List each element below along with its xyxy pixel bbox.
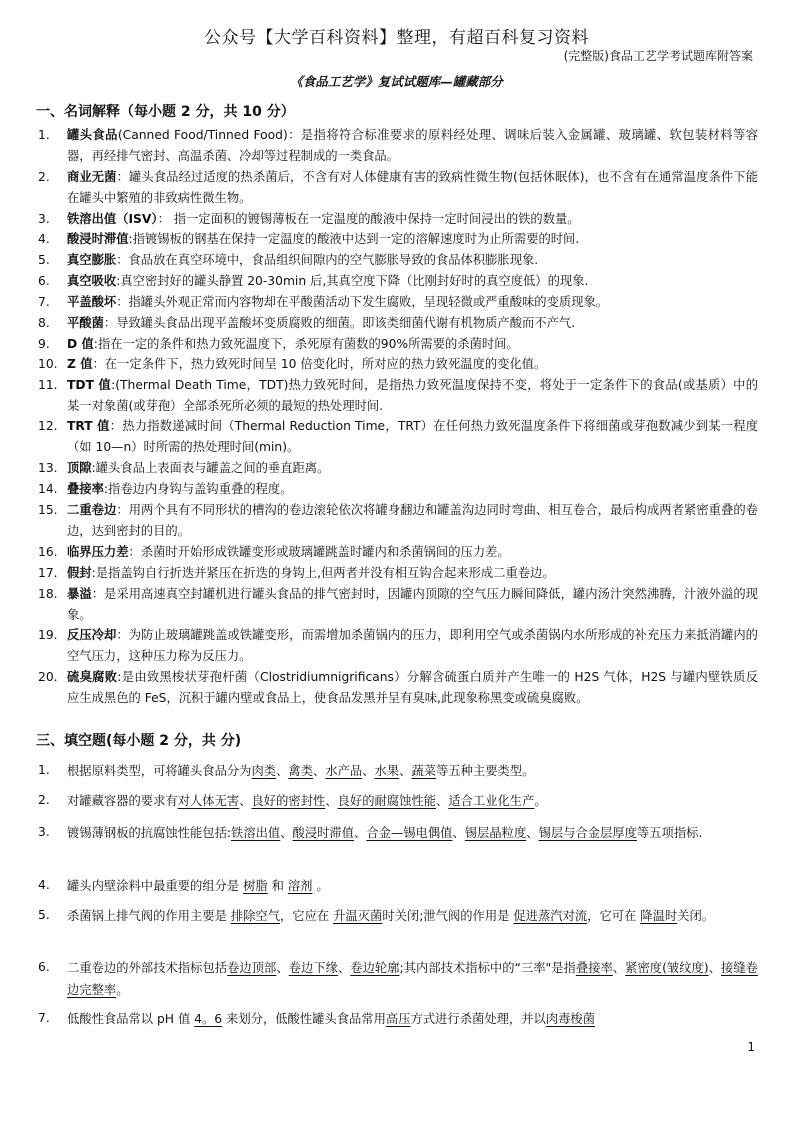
item-term: 真空膨胀 <box>67 253 117 267</box>
question: 2. 对罐藏容器的要求有对人体无害、良好的密封性、良好的耐腐蚀性能、适合工业化生产。 <box>38 790 758 812</box>
question-text: 。 <box>116 983 129 997</box>
question-number: 7. <box>38 1011 50 1025</box>
list-item <box>38 354 758 375</box>
answer-blank: 排除空气 <box>230 909 280 923</box>
item-number: 20. <box>38 670 58 684</box>
item-number: 9. <box>38 337 50 351</box>
list-item <box>38 334 758 355</box>
item-term: 临界压力差 <box>67 545 129 559</box>
question-number: 2. <box>38 793 50 807</box>
list-item <box>38 167 758 208</box>
item-term: 硫臭腐败 <box>67 670 118 684</box>
item-number: 10. <box>38 357 58 371</box>
list-item <box>38 292 758 313</box>
answer-blank: 溶剂 <box>287 879 313 893</box>
answer-blank: 对人体无害 <box>177 794 240 808</box>
answer-blank: 良好的耐腐蚀性能 <box>337 794 436 808</box>
list-item <box>38 250 758 271</box>
item-number: 4. <box>38 232 50 246</box>
item-term: 二重卷边 <box>67 503 117 517</box>
item-term: TDT 值 <box>67 378 112 392</box>
item-term: D 值 <box>67 337 94 351</box>
item-text: ：食品放在真空环境中，食品组织间隙内的空气膨胀导致的食品体积膨胀现象. <box>116 253 539 267</box>
answer-blank: 卷边下缘 <box>288 961 338 975</box>
item-text: ：为防止玻璃罐跳盖或铁罐变形，而需增加杀菌锅内的压力，即利用空气或杀菌锅内水所形成的补充压力来抵消罐内的空气压力，这种压力称为反压力。 <box>67 628 758 663</box>
question-text: 。 <box>316 879 329 893</box>
answer-blank: 铁溶出值 <box>231 826 281 840</box>
item-term: 反压冷却 <box>67 628 117 642</box>
list-item <box>38 667 758 708</box>
list-item <box>38 479 758 500</box>
header-main: 公众号【大学百科资料】整理，有超百科复习资料 <box>204 28 589 48</box>
question <box>38 1008 758 1030</box>
item-number: 15. <box>38 503 58 517</box>
answer-blank: 肉毒梭菌 <box>545 1012 596 1026</box>
answer-blank: 4。6 <box>194 1012 223 1026</box>
item-text: ：是采用高速真空封罐机进行罐头食品的排气密封时，因罐内顶隙的空气压力瞬间降低，罐内汤汁突然沸腾，汁液外溢的现象。 <box>67 587 758 622</box>
item-text: :罐头食品上表面表与罐盖之间的垂直距离。 <box>91 461 330 475</box>
answer-blank: 蔬菜 <box>411 764 437 778</box>
item-text: (Canned Food/Tinned Food)：是指将符合标准要求的原料经处理、调味后装入金属罐、玻璃罐、软包装材料等容器，再经排气密封、高温杀菌、冷却等过程制成的一类食品。 <box>67 128 758 163</box>
item-term: 罐头食品 <box>67 128 118 142</box>
item-text: ：罐头食品经过适度的热杀菌后，不含有对人体健康有害的致病性微生物(包括休眠体)，也不含有在通常温度条件下能在罐头中繁殖的非致病性微生物。 <box>67 170 758 205</box>
item-term: 暴溢 <box>67 587 92 601</box>
item-number: 19. <box>38 628 58 642</box>
item-text: ：热力指数递减时间（Thermal Reduction Time，TRT）在任何热力致死温度条件下将细菌或芽孢数减少到某一程度（如 10—n）时所需的热处理时间(min)。 <box>67 419 758 454</box>
list-item <box>38 229 758 250</box>
question-text: 镀锡薄钢板的抗腐蚀性能包括: <box>67 826 232 840</box>
item-text: ：杀菌时开始形成铁罐变形或玻璃罐跳盖时罐内和杀菌锅间的压力差。 <box>128 545 510 559</box>
question-text: 来划分，低酸性罐头食品常用 <box>226 1012 386 1026</box>
list-item <box>38 209 758 230</box>
item-text: :真空密封好的罐头静置 20-30min 后,其真空度下降（比刚封好时的真空度低）的现象. <box>116 274 589 288</box>
answer-blank: 禽类 <box>288 764 313 778</box>
question-number: 3. <box>38 825 50 839</box>
question-text: 和 <box>271 879 284 893</box>
item-number: 5. <box>38 253 50 267</box>
question <box>38 905 758 927</box>
section-heading-fill-in: 三、填空题(每小题 2 分，共 分) <box>36 733 242 749</box>
list-item <box>38 563 758 584</box>
answer-blank: 高压 <box>385 1012 411 1026</box>
item-term: 顶隙 <box>67 461 92 475</box>
question-text: 关闭。 <box>677 909 715 923</box>
item-term: Z 值 <box>67 357 93 371</box>
answer-blank: 酸浸时滞值 <box>292 826 355 840</box>
item-number: 16. <box>38 545 58 559</box>
list-item <box>38 125 758 166</box>
list-item <box>38 375 758 416</box>
list-item <box>38 500 758 541</box>
question-text: 等五种主要类型。 <box>436 764 535 778</box>
item-number: 6. <box>38 274 50 288</box>
question-text: ，它应在 <box>280 909 330 923</box>
item-text: ：用两个具有不同形状的槽沟的卷边滚轮依次将罐身翻边和罐盖沟边同时弯曲、相互卷合，最后构成两者紧密重叠的卷边，达到密封的目的。 <box>67 503 758 538</box>
item-text: ： 指一定面积的镀锡薄板在一定温度的酸液中保持一定时间浸出的铁的数量。 <box>157 212 580 226</box>
header-sub: (完整版)食品工艺学考试题库附答案 <box>563 49 753 63</box>
answer-blank: 升温灭菌 <box>333 909 383 923</box>
list-item <box>38 313 758 334</box>
question-text: 杀菌锅上排气阀的作用主要是 <box>67 909 227 923</box>
question-text: 二重卷边的外部技术指标包括 <box>67 961 228 975</box>
item-number: 11. <box>38 378 58 392</box>
item-text: :指镀锡板的钢基在保持一定温度的酸液中达到一定的溶解速度时为止所需要的时间. <box>128 232 580 246</box>
section-heading-definitions: 一、名词解释（每小题 2 分，共 10 分） <box>36 104 295 120</box>
item-term: 真空吸收 <box>67 274 117 288</box>
answer-blank: 良好的密封性 <box>251 794 326 808</box>
question-text: ，它可在 <box>587 909 637 923</box>
item-term: 假封 <box>67 566 92 580</box>
question <box>38 875 758 897</box>
item-text: :(Thermal Death Time，TDT)热力致死时间，是指热力致死温度保持不变，将处于一定条件下的食品(或基质）中的某一对象菌(或芽孢）全部杀死所必须的最短的热处理时间. <box>67 378 759 413</box>
item-term: 叠接率 <box>67 482 104 496</box>
question-text: 等五项指标. <box>636 826 703 840</box>
answer-blank: 降温时 <box>640 909 678 923</box>
item-text: ：导致罐头食品出现平盖酸坏变质腐败的细菌。即该类细菌代谢有机物质产酸而不产气. <box>103 316 576 330</box>
item-term: 平酸菌 <box>67 316 104 330</box>
answer-blank: 促进蒸汽对流 <box>513 909 588 923</box>
question-text: 方式进行杀菌处理，并以 <box>410 1012 546 1026</box>
list-item <box>38 458 758 479</box>
item-term: TRT 值 <box>67 419 110 433</box>
answer-blank: 锡层与合金层厚度 <box>538 826 637 840</box>
answer-blank: 适合工业化生产 <box>448 794 535 808</box>
question-text: ;其内部技术指标中的“三率"是指 <box>399 961 576 975</box>
question-text: 时关闭;泄气阀的作用是 <box>382 909 510 923</box>
answer-blank: 紧密度(皱纹度) <box>625 961 709 975</box>
item-number: 18. <box>38 587 58 601</box>
question-number: 1. <box>38 763 50 777</box>
answer-blank: 水果 <box>374 764 400 778</box>
item-text: ：在一定条件下，热力致死时间呈 10 倍变化时，所对应的热力致死温度的变化值。 <box>92 357 547 371</box>
item-text: :指在一定的条件和热力致死温度下，杀死原有菌数的90%所需要的杀菌时间。 <box>93 337 519 351</box>
item-number: 1. <box>38 128 50 142</box>
question: 1. 根据原料类型，可将罐头食品分为肉类、禽类、水产品、水果、蔬菜等五种主要类型。 <box>38 760 758 782</box>
item-number: 17. <box>38 566 58 580</box>
question-text: 对罐藏容器的要求有 <box>67 794 178 808</box>
answer-blank: 接缝卷边完整率 <box>67 961 758 997</box>
answer-blank: 合金—锡电偶值 <box>366 826 453 840</box>
list-item <box>38 416 758 457</box>
item-number: 7. <box>38 295 50 309</box>
question-number: 6. <box>38 960 50 974</box>
item-number: 14. <box>38 482 58 496</box>
page-number: 1 <box>747 1040 755 1054</box>
list-item <box>38 584 758 625</box>
question-number: 5. <box>38 908 50 922</box>
answer-blank: 水产品 <box>325 764 363 778</box>
question-text: 低酸性食品常以 pH 值 <box>67 1012 191 1026</box>
question-text: 。 <box>534 794 547 808</box>
answer-blank: 卷边轮廓 <box>350 961 400 975</box>
answer-blank: 树脂 <box>243 879 268 893</box>
list-item <box>38 271 758 292</box>
item-number: 8. <box>38 316 50 330</box>
item-number: 13. <box>38 461 58 475</box>
item-text: :是由致黑梭状芽孢杆菌（Clostridiumnigrificans）分解含硫蛋白质并产生唯一的 H2S 气体，H2S 与罐内壁铁质反应生成黑色的 FeS，沉积于罐内壁或食品上，使食品发黑并呈有臭味,此现象称黑变或硫臭腐败。 <box>67 670 758 705</box>
item-text: :指卷边内身钩与盖钩重叠的程度。 <box>103 482 293 496</box>
answer-blank: 卷边顶部 <box>227 961 277 975</box>
question: 6. 二重卷边的外部技术指标包括卷边顶部、卷边下缘、卷边轮廓;其内部技术指标中的“三率"是指叠接率、紧密度(皱纹度)、接缝卷边完整率。 <box>38 957 758 1001</box>
item-number: 2. <box>38 170 50 184</box>
item-term: 商业无菌 <box>67 170 117 184</box>
answer-blank: 肉类 <box>251 764 277 778</box>
question-text: 罐头内壁涂料中最重要的组分是 <box>67 879 240 893</box>
question-number: 4. <box>38 878 50 892</box>
answer-blank: 叠接率 <box>575 961 613 975</box>
list-item <box>38 625 758 666</box>
answer-blank: 锡层晶粒度 <box>464 826 527 840</box>
item-number: 12. <box>38 419 58 433</box>
item-term: 铁溶出值（ISV） <box>67 212 158 226</box>
question: 3. 镀锡薄钢板的抗腐蚀性能包括:铁溶出值、酸浸时滞值、合金—锡电偶值、锡层晶粒度、锡层与合金层厚度等五项指标. <box>38 822 758 844</box>
item-text: ：指罐头外观正常而内容物却在平酸菌活动下发生腐败，呈现轻微或严重酸味的变质现象。 <box>116 295 609 309</box>
item-term: 酸浸时滞值 <box>67 232 129 246</box>
question-text: 根据原料类型，可将罐头食品分为 <box>67 764 252 778</box>
item-term: 平盖酸坏 <box>67 295 117 309</box>
document-title: 《食品工艺学》复试试题库—罐藏部分 <box>290 74 503 89</box>
list-item <box>38 542 758 563</box>
item-number: 3. <box>38 212 50 226</box>
item-text: :是指盖钩自行折迭并紧压在折迭的身钩上,但两者并没有相互钩合起来形成二重卷边。 <box>91 566 555 580</box>
